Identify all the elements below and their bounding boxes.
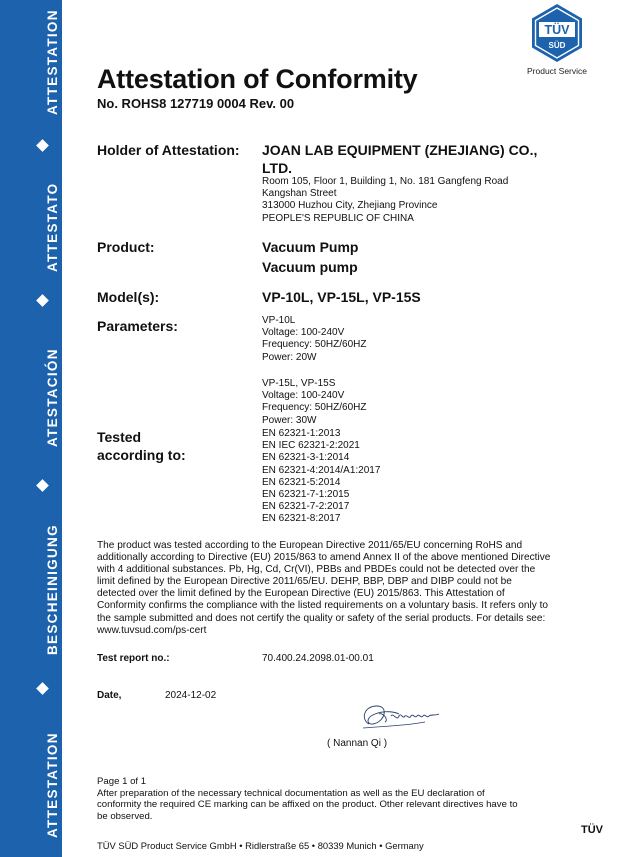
tested-label-line2: according to: — [97, 447, 186, 463]
product-label: Product: — [97, 239, 155, 255]
statement-line: detected over the limit defined by the European Directive (EU) 2015/863. This Attestation of — [97, 588, 505, 600]
tested-label-line1: Tested — [97, 429, 142, 445]
statement-line: Conformity confirms the compliance with the listed requirements on a voluntary basis. It refers only to — [97, 600, 549, 612]
parameter-line: Voltage: 100-240V — [262, 390, 345, 402]
standard-item: EN 62321-5:2014 — [262, 476, 341, 488]
statement-line: additionally according to Directive (EU) 2015/863 to amend Annex II of the above mentioned Directive — [97, 552, 551, 564]
parameter-line: Frequency: 50HZ/60HZ — [262, 339, 367, 351]
standards-list — [262, 428, 380, 526]
diamond-icon — [36, 139, 49, 152]
statement-line: limit defined by the European Directive 2011/65/EU. DEHP, BBP, DBP and DIBP could not be — [97, 576, 512, 588]
standard-item: EN 62321-7-2:2017 — [262, 501, 350, 513]
report-label: Test report no.: — [97, 653, 170, 664]
date-label: Date, — [97, 690, 122, 701]
footer-tuv-logo: TÜV — [581, 824, 603, 836]
page-note-line: conformity the required CE marking can be affixed on the product. Other relevant directives have to — [97, 799, 518, 811]
conformity-statement — [97, 540, 582, 637]
page-note-line: After preparation of the necessary technical documentation as well as the EU declaration of — [97, 787, 485, 799]
strip-word-2: ATTESTATO — [45, 182, 60, 272]
page-note-line: Page 1 of 1 — [97, 776, 147, 787]
product-line1: Vacuum Pump — [262, 239, 359, 255]
standard-item: EN IEC 62321-2:2021 — [262, 440, 360, 452]
attestation-number: No. ROHS8 127719 0004 Rev. 00 — [97, 96, 295, 111]
diamond-icon — [36, 294, 49, 307]
parameter-line: Frequency: 50HZ/60HZ — [262, 402, 367, 414]
page-note-line: be observed. — [97, 810, 153, 822]
logo-bottom-text: SÜD — [548, 41, 566, 50]
address-line: 313000 Huzhou City, Zhejiang Province — [262, 200, 438, 212]
strip-word-1: ATTESTATION — [45, 9, 60, 115]
standard-item: EN 62321-4:2014/A1:2017 — [262, 464, 381, 476]
statement-line: The product was tested according to the European Directive 2011/65/EU concerning RoHS and — [97, 540, 523, 551]
strip-word-5: ATTESTATION — [45, 732, 60, 838]
address-line: Room 105, Floor 1, Building 1, No. 181 Gangfeng Road — [262, 176, 509, 187]
parameter-line: Power: 20W — [262, 351, 317, 363]
logo-top-text: TÜV — [544, 23, 570, 37]
standard-item: EN 62321-8:2017 — [262, 513, 341, 525]
report-value: 70.400.24.2098.01-00.01 — [262, 653, 374, 664]
parameters-label: Parameters: — [97, 318, 178, 334]
strip-word-4: BESCHEINIGUNG — [45, 524, 60, 655]
parameter-line: Power: 30W — [262, 414, 317, 426]
standard-item: EN 62321-1:2013 — [262, 428, 341, 439]
parameter-line: Voltage: 100-240V — [262, 327, 345, 339]
page-title: Attestation of Conformity — [97, 64, 418, 94]
address-line: Kangshan Street — [262, 188, 337, 200]
parameters-group-1 — [262, 315, 367, 364]
parameter-line: VP-10L — [262, 315, 296, 326]
holder-address — [262, 176, 508, 225]
parameters-group-2 — [262, 378, 367, 427]
address-line: PEOPLE'S REPUBLIC OF CHINA — [262, 212, 414, 224]
models-value: VP-10L, VP-15L, VP-15S — [262, 289, 421, 305]
statement-line: the sample submitted and does not certify the quality or safety of the serial products. For details see: — [97, 612, 546, 624]
diamond-icon — [36, 682, 49, 695]
standard-item: EN 62321-7-1:2015 — [262, 489, 350, 501]
standard-item: EN 62321-3-1:2014 — [262, 452, 350, 464]
tuv-sud-logo — [527, 3, 587, 63]
holder-label: Holder of Attestation: — [97, 142, 240, 158]
statement-line: www.tuvsud.com/ps-cert — [97, 624, 207, 636]
strip-word-3: ATESTACIÓN — [45, 348, 60, 447]
footer-address: TÜV SÜD Product Service GmbH • Ridlerstraße 65 • 80339 Munich • Germany — [97, 840, 424, 851]
statement-line: with 4 additional substances. Pb, Hg, Cd, Cr(VI), PBBs and PBDEs could not be detected over the — [97, 564, 536, 576]
holder-name-line2: LTD. — [262, 160, 293, 176]
diamond-icon — [36, 479, 49, 492]
date-value: 2024-12-02 — [165, 690, 217, 701]
side-strip — [0, 0, 62, 857]
page-note — [97, 776, 518, 822]
signatory-name: ( Nannan Qi ) — [327, 738, 388, 749]
logo-caption: Product Service — [527, 66, 587, 76]
signature-image — [355, 696, 455, 732]
product-line2: Vacuum pump — [262, 259, 358, 275]
parameter-line: VP-15L, VP-15S — [262, 378, 336, 389]
models-label: Model(s): — [97, 289, 160, 305]
holder-name-line1: JOAN LAB EQUIPMENT (ZHEJIANG) CO., — [262, 142, 538, 158]
